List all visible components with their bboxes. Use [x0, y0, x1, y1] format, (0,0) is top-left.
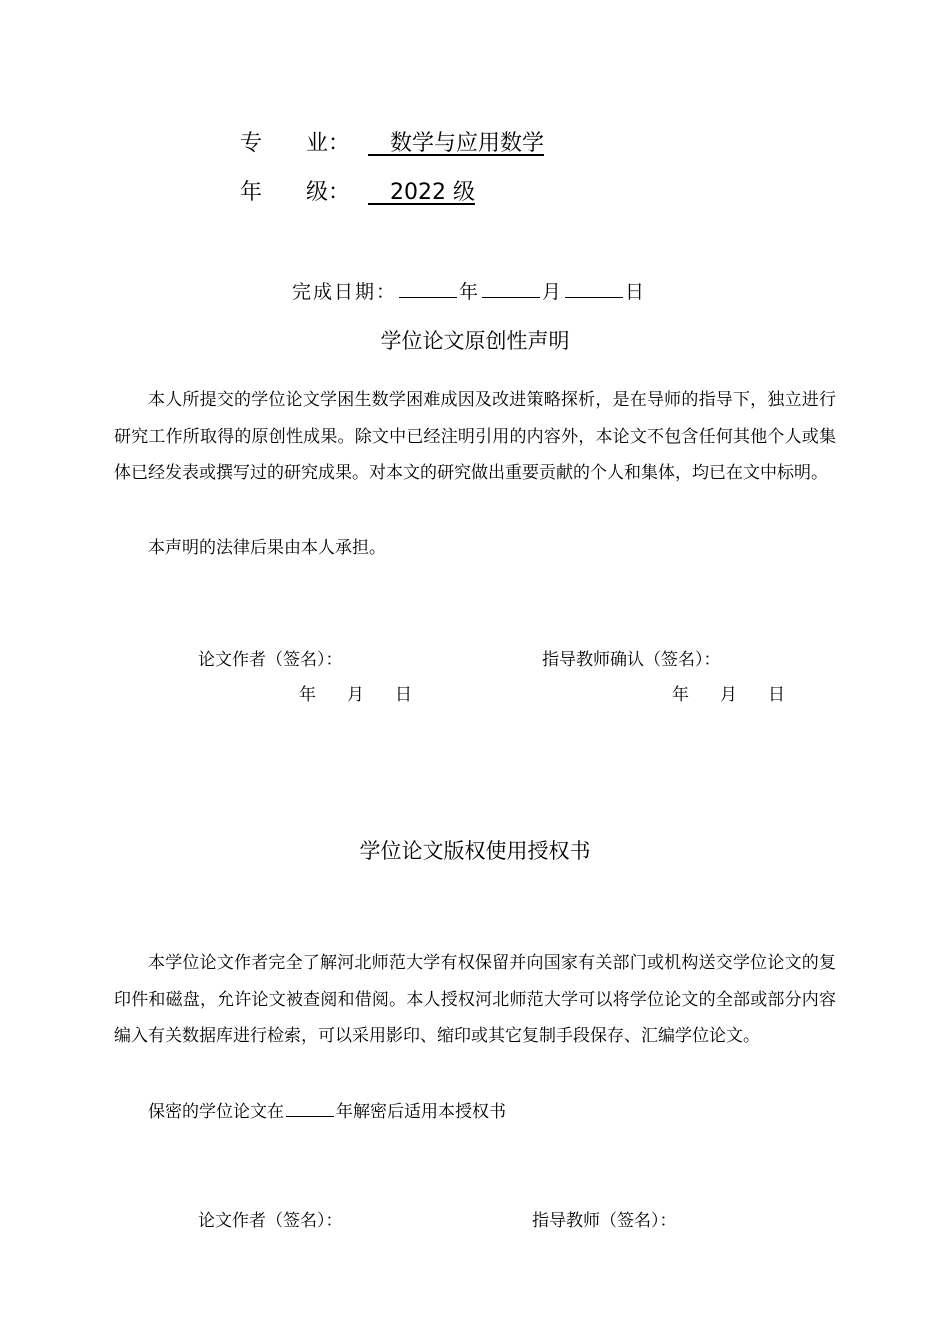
completion-month-label: 月: [542, 281, 564, 303]
copyright-paragraph-2: [114, 1094, 836, 1131]
originality-advisor-signature-label: 指导教师确认（签名）：: [542, 650, 721, 670]
advisor-date-day: 日: [768, 685, 785, 705]
originality-author-date: [299, 680, 412, 705]
year-blank: [399, 279, 457, 298]
grade-label: 年 级：: [240, 180, 351, 205]
author-date-year: 年: [299, 685, 316, 705]
copyright-paragraph-2-pre: 保密的学位论文在: [148, 1102, 284, 1122]
copyright-advisor-signature-label: 指导教师（签名）：: [532, 1211, 677, 1231]
originality-advisor-date: [672, 680, 785, 705]
advisor-date-month: 月: [720, 685, 737, 705]
month-blank: [482, 279, 540, 298]
originality-paragraph-2: 本声明的法律后果由本人承担。: [148, 538, 386, 558]
completion-year-label: 年: [459, 281, 481, 303]
copyright-paragraph-1: 本学位论文作者完全了解河北师范大学有权保留并向国家有关部门或机构送交学位论文的复印件和磁盘，允许论文被查阅和借阅。本人授权河北师范大学可以将学位论文的全部或部分内容编入有关数据库进行检索，可以采用影印、缩印或其它复制手段保存、汇编学位论文。: [114, 953, 836, 1046]
completion-date-line: [292, 277, 646, 304]
author-date-month: 月: [347, 685, 364, 705]
copyright-paragraph-2-post: 年解密后适用本授权书: [336, 1102, 506, 1122]
completion-date-label: 完成日期：: [292, 281, 398, 303]
originality-title: 学位论文原创性声明: [380, 329, 570, 353]
major-value: 数学与应用数学: [368, 131, 545, 156]
originality-author-signature-label: 论文作者（签名）：: [198, 650, 343, 670]
advisor-date-year: 年: [672, 685, 689, 705]
day-blank: [565, 279, 623, 298]
major-label: 专 业：: [240, 131, 351, 156]
copyright-title: 学位论文版权使用授权书: [359, 839, 591, 863]
grade-value: 2022 级: [368, 180, 475, 205]
completion-day-label: 日: [625, 281, 647, 303]
copyright-author-signature-label: 论文作者（签名）：: [198, 1211, 343, 1231]
author-date-day: 日: [395, 685, 412, 705]
confidential-years-blank: [286, 1102, 334, 1117]
originality-paragraph-1: 本人所提交的学位论文学困生数学困难成因及改进策略探析，是在导师的指导下，独立进行研究工作所取得的原创性成果。除文中已经注明引用的内容外，本论文不包含任何其他个人或集体已经发表或撰写过的研究成果。对本文的研究做出重要贡献的个人和集体，均已在文中标明。: [114, 390, 836, 483]
